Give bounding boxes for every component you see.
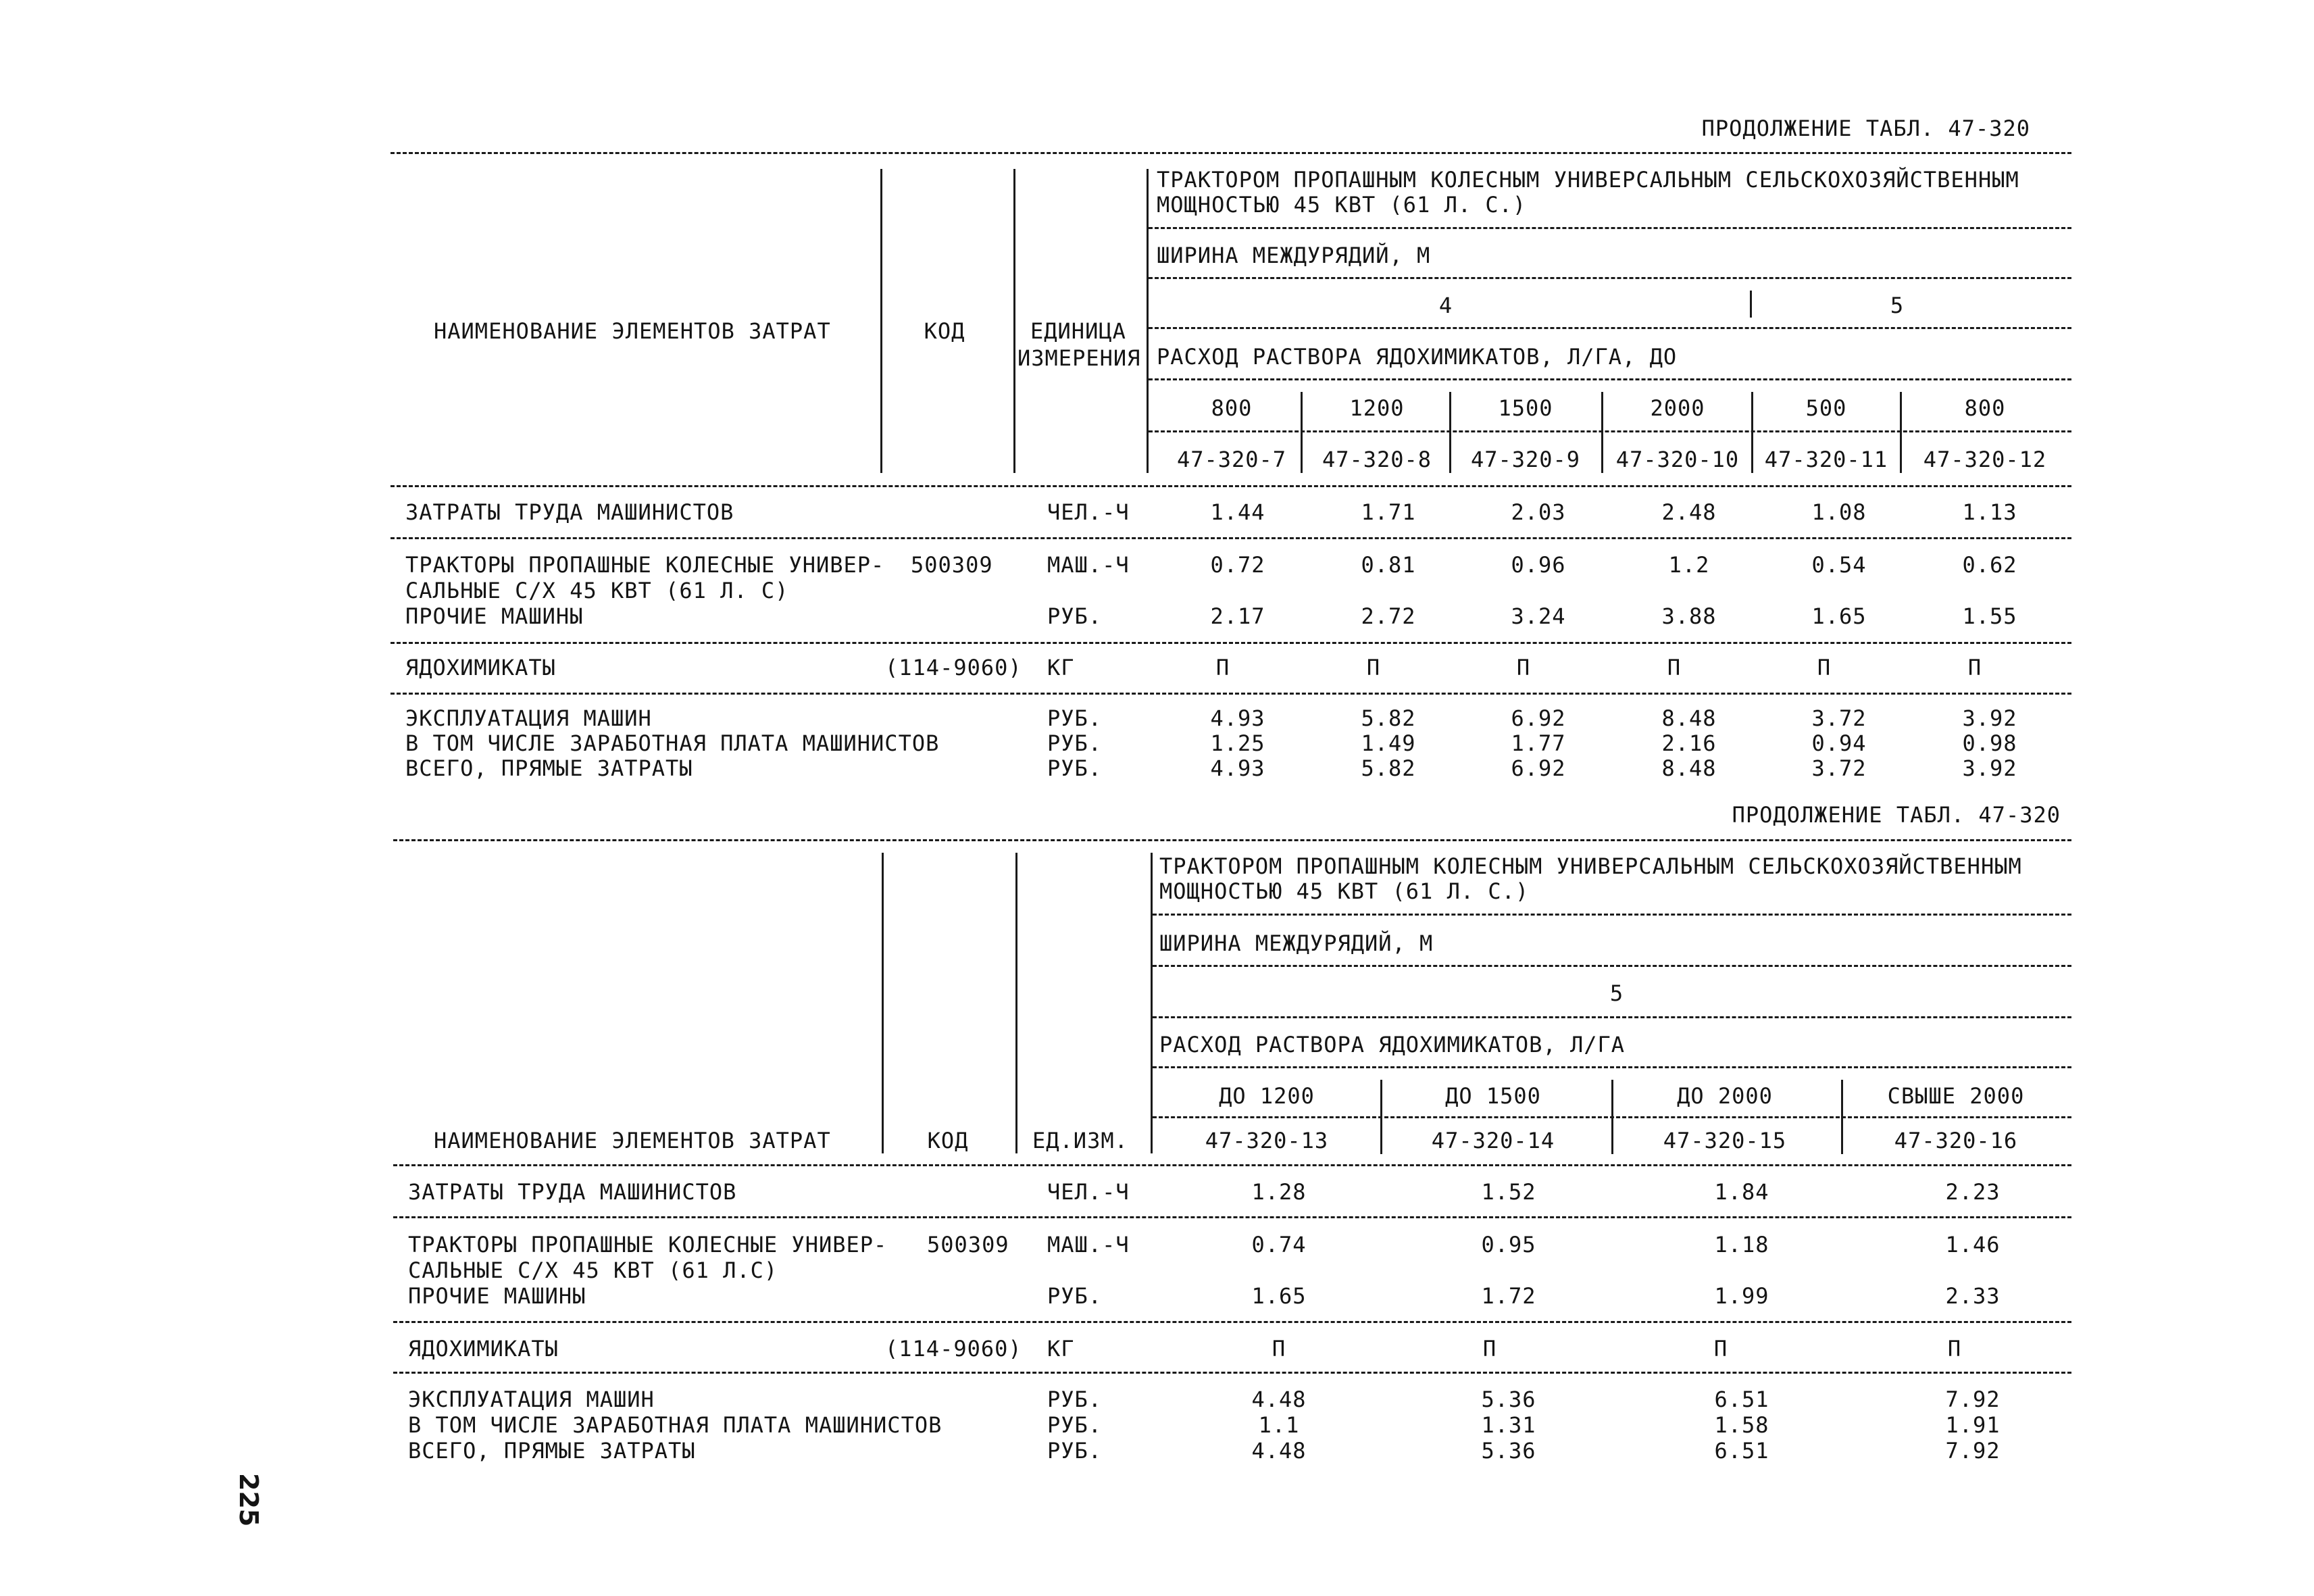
table1-value-col-divider bbox=[1301, 392, 1303, 473]
table1-code: 47-320-12 bbox=[1923, 447, 2047, 472]
table1-row-unit: МАШ.-Ч bbox=[1047, 552, 1130, 578]
page-number: 225 bbox=[234, 1473, 263, 1527]
table1-cell: П bbox=[1817, 655, 1832, 680]
table2-rate: ДО 1200 bbox=[1219, 1083, 1315, 1109]
table1-cell: П bbox=[1667, 655, 1682, 680]
table1-cell: 5.82 bbox=[1361, 755, 1416, 781]
table1-value-col-divider bbox=[1449, 392, 1451, 473]
table1-tractor-line2: МОЩНОСТЬЮ 45 КВТ (61 Л. С.) bbox=[1157, 192, 1527, 218]
table1-row-rule bbox=[391, 537, 2071, 539]
table2-row-name-cont: САЛЬНЫЕ С/Х 45 КВТ (61 Л.С) bbox=[408, 1257, 778, 1283]
table1-col-divider bbox=[880, 169, 882, 473]
table1-value-col-divider bbox=[1601, 392, 1603, 473]
table1-cell: 5.82 bbox=[1361, 705, 1416, 731]
table2-header-code: КОД bbox=[927, 1128, 969, 1153]
table2-row-name: ТРАКТОРЫ ПРОПАШНЫЕ КОЛЕСНЫЕ УНИВЕР- bbox=[408, 1232, 888, 1257]
table1-code: 47-320-10 bbox=[1615, 447, 1740, 472]
table2-row-unit: КГ bbox=[1047, 1336, 1075, 1362]
table1-cell: 8.48 bbox=[1661, 705, 1717, 731]
table1-cell: 1.13 bbox=[1962, 499, 2017, 525]
table1-cell: П bbox=[1366, 655, 1381, 680]
table1-row-name: В ТОМ ЧИСЛЕ ЗАРАБОТНАЯ ПЛАТА МАШИНИСТОВ bbox=[405, 730, 940, 756]
table1-width-4: 4 bbox=[1438, 293, 1453, 318]
table1-row-rule bbox=[391, 693, 2071, 695]
table1-value-col-divider bbox=[1900, 392, 1902, 473]
table2-row-name: ВСЕГО, ПРЯМЫЕ ЗАТРАТЫ bbox=[408, 1438, 696, 1464]
table1-cell: 0.54 bbox=[1811, 552, 1867, 578]
table2-row-name: ЯДОХИМИКАТЫ bbox=[408, 1336, 559, 1362]
table1-header-rule bbox=[1149, 327, 2071, 329]
table1-row-unit: КГ bbox=[1047, 655, 1075, 680]
table2-cell: 7.92 bbox=[1945, 1387, 2001, 1412]
table2-rate: ДО 2000 bbox=[1677, 1083, 1773, 1109]
table2-width-5: 5 bbox=[1609, 980, 1624, 1006]
table1-cell: 1.44 bbox=[1210, 499, 1265, 525]
table1-rate-label: РАСХОД РАСТВОРА ЯДОХИМИКАТОВ, Л/ГА, ДО bbox=[1157, 344, 1678, 370]
table2-cell: 1.72 bbox=[1481, 1283, 1536, 1309]
table1-cell: 8.48 bbox=[1661, 755, 1717, 781]
table1-cell: 0.94 bbox=[1811, 730, 1867, 756]
table1-row-name: ВСЕГО, ПРЯМЫЕ ЗАТРАТЫ bbox=[405, 755, 693, 781]
table2-cell: 1.99 bbox=[1714, 1283, 1769, 1309]
table1-row-rule bbox=[391, 642, 2071, 644]
table1-cell: 2.48 bbox=[1661, 499, 1717, 525]
table2-cell: 0.74 bbox=[1251, 1232, 1307, 1257]
table1-header-rule bbox=[1149, 277, 2071, 279]
table2-header-unit: ЕД.ИЗМ. bbox=[1032, 1128, 1128, 1153]
table1-row-unit: РУБ. bbox=[1047, 603, 1103, 629]
table1-cell: 0.62 bbox=[1962, 552, 2017, 578]
table2-top-rule bbox=[393, 839, 2071, 841]
table2-row-unit: РУБ. bbox=[1047, 1387, 1103, 1412]
table2-cell: 5.36 bbox=[1481, 1387, 1536, 1412]
table2-row-name: ЭКСПЛУАТАЦИЯ МАШИН bbox=[408, 1387, 655, 1412]
table2-header-name: НАИМЕНОВАНИЕ ЭЛЕМЕНТОВ ЗАТРАТ bbox=[434, 1128, 831, 1153]
table1-cell: П bbox=[1967, 655, 1982, 680]
table1-cell: 3.24 bbox=[1511, 603, 1566, 629]
table2-cell: 1.58 bbox=[1714, 1412, 1769, 1438]
table1-header-unit-line2: ИЗМЕРЕНИЯ bbox=[1017, 345, 1141, 371]
table1-tractor-line1: ТРАКТОРОМ ПРОПАШНЫМ КОЛЕСНЫМ УНИВЕРСАЛЬНЫМ СЕЛЬСКОХОЗЯЙСТВЕННЫМ bbox=[1157, 167, 2019, 193]
table2-cell: 0.95 bbox=[1481, 1232, 1536, 1257]
table2-row-rule bbox=[393, 1216, 2071, 1218]
table1-cell: 0.98 bbox=[1962, 730, 2017, 756]
table2-tractor-line2: МОЩНОСТЬЮ 45 КВТ (61 Л. С.) bbox=[1159, 878, 1530, 904]
table1-code: 47-320-9 bbox=[1470, 447, 1581, 472]
table2-rate: ДО 1500 bbox=[1445, 1083, 1541, 1109]
table2-width-label: ШИРИНА МЕЖДУРЯДИЙ, М bbox=[1159, 930, 1434, 956]
table1-cell: 1.77 bbox=[1511, 730, 1566, 756]
table2-cell: 7.92 bbox=[1945, 1438, 2001, 1464]
table1-row-unit: РУБ. bbox=[1047, 705, 1103, 731]
table2-row-unit: РУБ. bbox=[1047, 1412, 1103, 1438]
table1-cell: 6.92 bbox=[1511, 755, 1566, 781]
table2-header-rule bbox=[1153, 1066, 2071, 1068]
table1-cell: 1.71 bbox=[1361, 499, 1416, 525]
table2-row-code: (114-9060) bbox=[885, 1336, 1022, 1362]
table2-row-unit: МАШ.-Ч bbox=[1047, 1232, 1130, 1257]
table1-header-rule bbox=[1149, 378, 2071, 380]
table2-row-code: 500309 bbox=[927, 1232, 1009, 1257]
table1-header-rule bbox=[1149, 430, 2071, 432]
table1-width-divider bbox=[1750, 291, 1752, 318]
table2-cell: 1.28 bbox=[1251, 1179, 1307, 1205]
table2-cell: 1.52 bbox=[1481, 1179, 1536, 1205]
table1-row-name: ПРОЧИЕ МАШИНЫ bbox=[405, 603, 584, 629]
table2-cell: 1.84 bbox=[1714, 1179, 1769, 1205]
table1-rate: 800 bbox=[1964, 395, 2006, 421]
table1-row-unit: РУБ. bbox=[1047, 755, 1103, 781]
table2-row-unit: РУБ. bbox=[1047, 1283, 1103, 1309]
table2-cell: П bbox=[1713, 1336, 1728, 1362]
table1-row-unit: РУБ. bbox=[1047, 730, 1103, 756]
table1-cell: 3.92 bbox=[1962, 755, 2017, 781]
table1-cell: 2.72 bbox=[1361, 603, 1416, 629]
table2-rate-label: РАСХОД РАСТВОРА ЯДОХИМИКАТОВ, Л/ГА bbox=[1159, 1032, 1626, 1057]
table1-row-name: ЭКСПЛУАТАЦИЯ МАШИН bbox=[405, 705, 652, 731]
table2-cell: 1.65 bbox=[1251, 1283, 1307, 1309]
table2-value-col-divider bbox=[1841, 1080, 1843, 1154]
table1-row-name: ТРАКТОРЫ ПРОПАШНЫЕ КОЛЕСНЫЕ УНИВЕР- bbox=[405, 552, 885, 578]
table2-header-rule bbox=[1153, 1016, 2071, 1018]
table2-col-divider bbox=[1015, 853, 1017, 1153]
table1-row-name: ЗАТРАТЫ ТРУДА МАШИНИСТОВ bbox=[405, 499, 734, 525]
table1-cell: 1.55 bbox=[1962, 603, 2017, 629]
table2-code: 47-320-16 bbox=[1894, 1128, 2018, 1153]
table2-cell: П bbox=[1482, 1336, 1497, 1362]
table1-code: 47-320-8 bbox=[1322, 447, 1432, 472]
table2-cell: 1.18 bbox=[1714, 1232, 1769, 1257]
table1-code: 47-320-11 bbox=[1764, 447, 1888, 472]
table2-rate: СВЫШЕ 2000 bbox=[1887, 1083, 2025, 1109]
table1-row-code: (114-9060) bbox=[885, 655, 1022, 680]
table2-row-name: В ТОМ ЧИСЛЕ ЗАРАБОТНАЯ ПЛАТА МАШИНИСТОВ bbox=[408, 1412, 942, 1438]
table1-cell: 2.16 bbox=[1661, 730, 1717, 756]
table1-rate: 500 bbox=[1805, 395, 1847, 421]
table1-rate: 1500 bbox=[1498, 395, 1553, 421]
table1-cell: 2.17 bbox=[1210, 603, 1265, 629]
table1-cell: 3.72 bbox=[1811, 755, 1867, 781]
table2-header-rule bbox=[1153, 965, 2071, 967]
table1-row-name: ЯДОХИМИКАТЫ bbox=[405, 655, 556, 680]
table1-width-5: 5 bbox=[1890, 293, 1905, 318]
table1-cell: 0.72 bbox=[1210, 552, 1265, 578]
table2-cell: 6.51 bbox=[1714, 1387, 1769, 1412]
table1-cell: 3.92 bbox=[1962, 705, 2017, 731]
table2-row-name: ЗАТРАТЫ ТРУДА МАШИНИСТОВ bbox=[408, 1179, 737, 1205]
table1-rate: 2000 bbox=[1650, 395, 1705, 421]
table2-row-unit: ЧЕЛ.-Ч bbox=[1047, 1179, 1130, 1205]
table2-cell: 4.48 bbox=[1251, 1387, 1307, 1412]
table2-col-divider bbox=[882, 853, 884, 1153]
table1-cell: 4.93 bbox=[1210, 755, 1265, 781]
table1-cell: П bbox=[1516, 655, 1531, 680]
table2-code: 47-320-13 bbox=[1205, 1128, 1329, 1153]
table1-row-code: 500309 bbox=[911, 552, 993, 578]
table1-cell: 1.49 bbox=[1361, 730, 1416, 756]
table2-cell: П bbox=[1272, 1336, 1286, 1362]
table1-cell: 0.81 bbox=[1361, 552, 1416, 578]
table1-header-name: НАИМЕНОВАНИЕ ЭЛЕМЕНТОВ ЗАТРАТ bbox=[434, 318, 831, 344]
table2-cell: П bbox=[1947, 1336, 1962, 1362]
table1-cell: 1.08 bbox=[1811, 499, 1867, 525]
table2-row-unit: РУБ. bbox=[1047, 1438, 1103, 1464]
table1-cell: П bbox=[1215, 655, 1230, 680]
table1-row-unit: ЧЕЛ.-Ч bbox=[1047, 499, 1130, 525]
table1-row-name-cont: САЛЬНЫЕ С/Х 45 КВТ (61 Л. С) bbox=[405, 578, 789, 603]
table2-code: 47-320-14 bbox=[1431, 1128, 1555, 1153]
table2-cell: 5.36 bbox=[1481, 1438, 1536, 1464]
table2-cell: 1.1 bbox=[1258, 1412, 1300, 1438]
table1-header-unit-line1: ЕДИНИЦА bbox=[1030, 318, 1126, 344]
table1-col-divider bbox=[1147, 169, 1149, 473]
table2-cell: 1.46 bbox=[1945, 1232, 2001, 1257]
table1-caption: ПРОДОЛЖЕНИЕ ТАБЛ. 47-320 bbox=[1701, 116, 2030, 141]
table1-width-label: ШИРИНА МЕЖДУРЯДИЙ, М bbox=[1157, 243, 1431, 268]
table1-cell: 1.65 bbox=[1811, 603, 1867, 629]
table1-rate: 800 bbox=[1211, 395, 1253, 421]
table1-cell: 3.72 bbox=[1811, 705, 1867, 731]
table1-header-code: КОД bbox=[924, 318, 965, 344]
table1-value-col-divider bbox=[1751, 392, 1753, 473]
table2-row-rule bbox=[393, 1321, 2071, 1323]
table1-cell: 4.93 bbox=[1210, 705, 1265, 731]
table2-cell: 2.23 bbox=[1945, 1179, 2001, 1205]
table1-cell: 1.2 bbox=[1668, 552, 1710, 578]
table2-tractor-line1: ТРАКТОРОМ ПРОПАШНЫМ КОЛЕСНЫМ УНИВЕРСАЛЬНЫМ СЕЛЬСКОХОЗЯЙСТВЕННЫМ bbox=[1159, 853, 2022, 879]
table1-cell: 2.03 bbox=[1511, 499, 1566, 525]
table2-col-divider bbox=[1151, 853, 1153, 1153]
table2-header-rule bbox=[1153, 914, 2071, 916]
table2-cell: 6.51 bbox=[1714, 1438, 1769, 1464]
table2-code: 47-320-15 bbox=[1663, 1128, 1787, 1153]
table2-value-col-divider bbox=[1380, 1080, 1382, 1154]
table2-value-col-divider bbox=[1611, 1080, 1613, 1154]
table2-cell: 1.91 bbox=[1945, 1412, 2001, 1438]
table1-header-bottom-rule bbox=[391, 485, 2071, 487]
table1-cell: 0.96 bbox=[1511, 552, 1566, 578]
table1-cell: 3.88 bbox=[1661, 603, 1717, 629]
table1-col-divider bbox=[1013, 169, 1015, 473]
table2-row-rule bbox=[393, 1372, 2071, 1374]
table1-rate: 1200 bbox=[1349, 395, 1405, 421]
table2-caption: ПРОДОЛЖЕНИЕ ТАБЛ. 47-320 bbox=[1732, 802, 2061, 828]
table1-code: 47-320-7 bbox=[1176, 447, 1287, 472]
table1-cell: 6.92 bbox=[1511, 705, 1566, 731]
table1-cell: 1.25 bbox=[1210, 730, 1265, 756]
table2-header-bottom-rule bbox=[393, 1164, 2071, 1166]
table1-header-rule bbox=[1149, 227, 2071, 229]
table2-cell: 4.48 bbox=[1251, 1438, 1307, 1464]
table1-top-rule bbox=[391, 152, 2071, 154]
table2-cell: 1.31 bbox=[1481, 1412, 1536, 1438]
table2-cell: 2.33 bbox=[1945, 1283, 2001, 1309]
table2-row-name: ПРОЧИЕ МАШИНЫ bbox=[408, 1283, 586, 1309]
